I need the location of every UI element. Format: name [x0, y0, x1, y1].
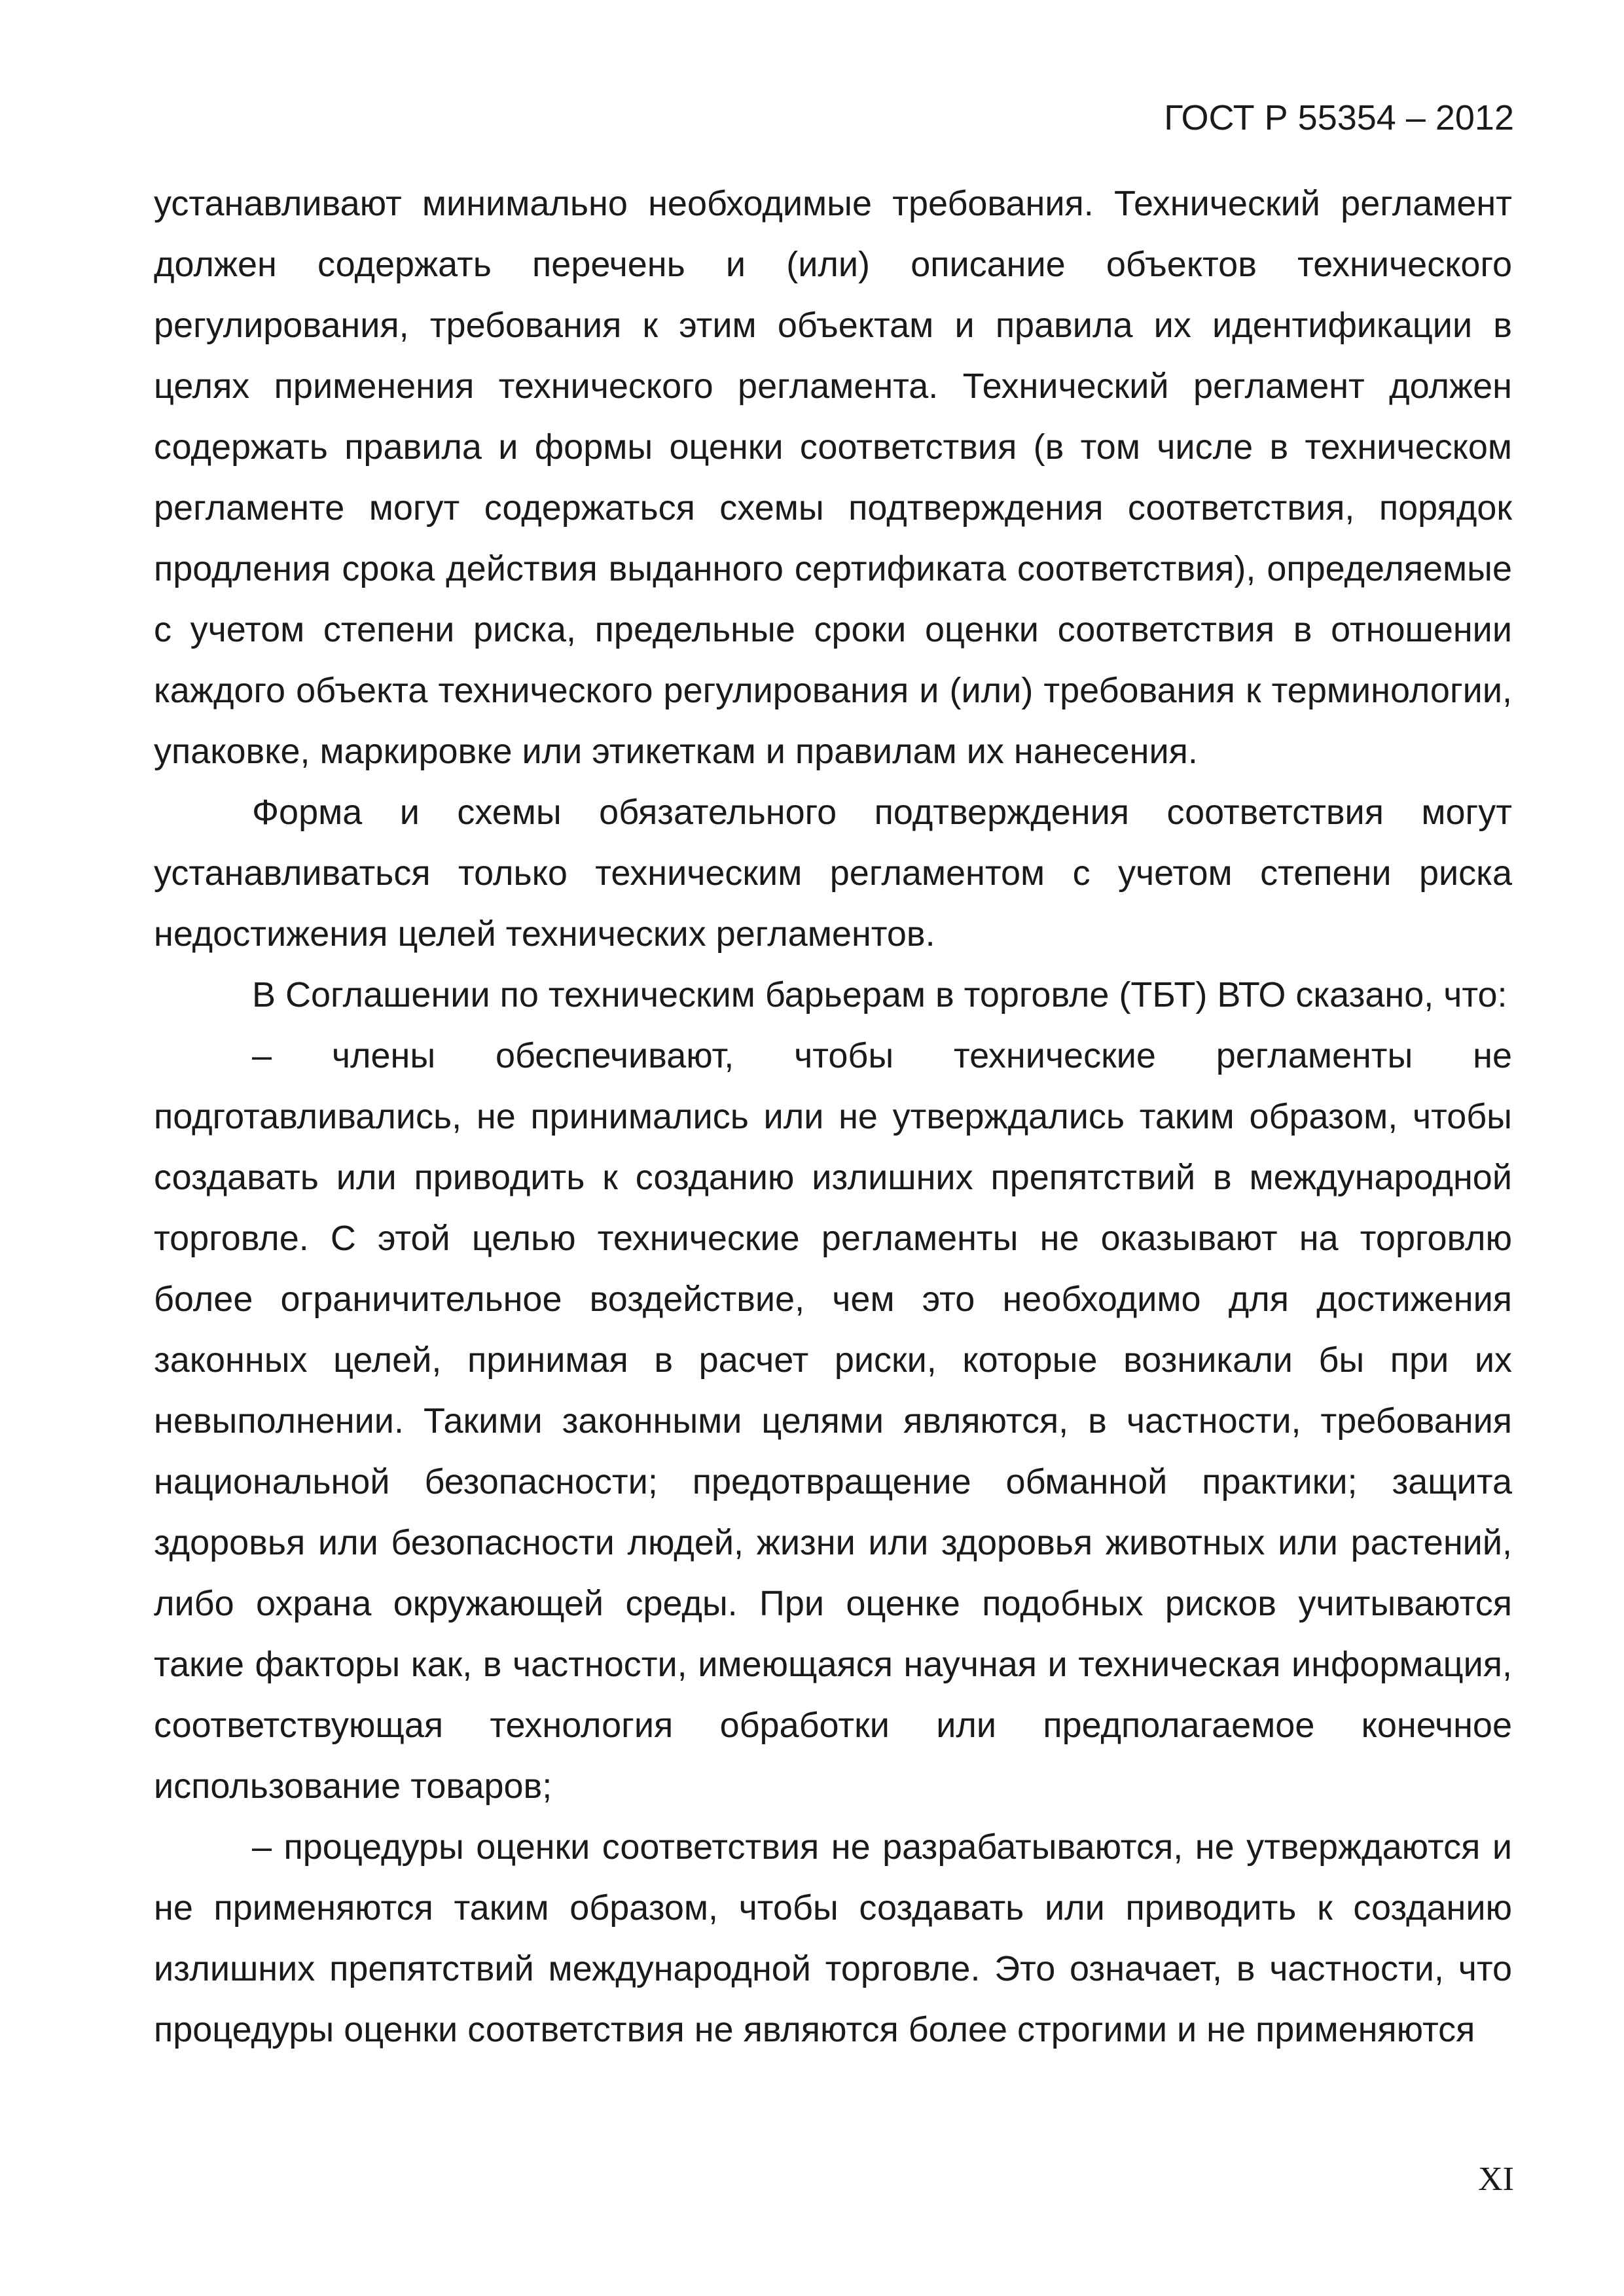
document-body — [154, 173, 1512, 2060]
paragraph-conformity-forms: Форма и схемы обязательного подтверждения соответствия могут устанавливаться только техническим регламентом с учетом степени риска недостижения целей технических регламентов. — [154, 793, 1512, 954]
paragraph-continuation: устанавливают минимально необходимые требования. Технический регламент должен содержать перечень и (или) описание объектов технического регулирования, требования к этим объектам и правила их идентификации в целях применения технического регламента. Технический регламент должен содержать правила и формы оценки соответствия (в том числе в техническом регламенте могут содержаться схемы подтверждения соответствия, порядок продления срока действия выданного сертификата соответствия), определяемые с учетом степени риска, предельные сроки оценки соответствия в отношении каждого объекта технического регулирования и (или) требования к терминологии, упаковке, маркировке или этикеткам и правилам их нанесения. — [154, 184, 1512, 771]
standard-header: ГОСТ Р 55354 – 2012 — [1164, 98, 1514, 137]
page-number: XI — [1478, 2161, 1514, 2198]
list-item-procedures: – процедуры оценки соответствия не разрабатываются, не утверждаются и не применяются таким образом, чтобы создавать или приводить к созданию излишних препятствий международной торговле. Это означает, в частности, что процедуры оценки соответствия не являются более строгими и не применяются — [154, 1827, 1512, 2049]
list-item-members: – члены обеспечивают, чтобы технические регламенты не подготавливались, не принимались или не утверждались таким образом, чтобы создавать или приводить к созданию излишних препятствий в международной торговле. С этой целью технические регламенты не оказывают на торговлю более ограничительное воздействие, чем это необходимо для достижения законных целей, принимая в расчет риски, которые возникали бы при их невыполнении. Такими законными целями являются, в частности, требования национальной безопасности; предотвращение обманной практики; защита здоровья или безопасности людей, жизни или здоровья животных или растений, либо охрана окружающей среды. При оценке подобных рисков учитываются такие факторы как, в частности, имеющаяся научная и техническая информация, соответствующая технология обработки или предполагаемое конечное использование товаров; — [154, 1036, 1512, 1806]
paragraph-tbt-agreement: В Соглашении по техническим барьерам в торговле (ТБТ) ВТО сказано, что: — [252, 975, 1507, 1014]
